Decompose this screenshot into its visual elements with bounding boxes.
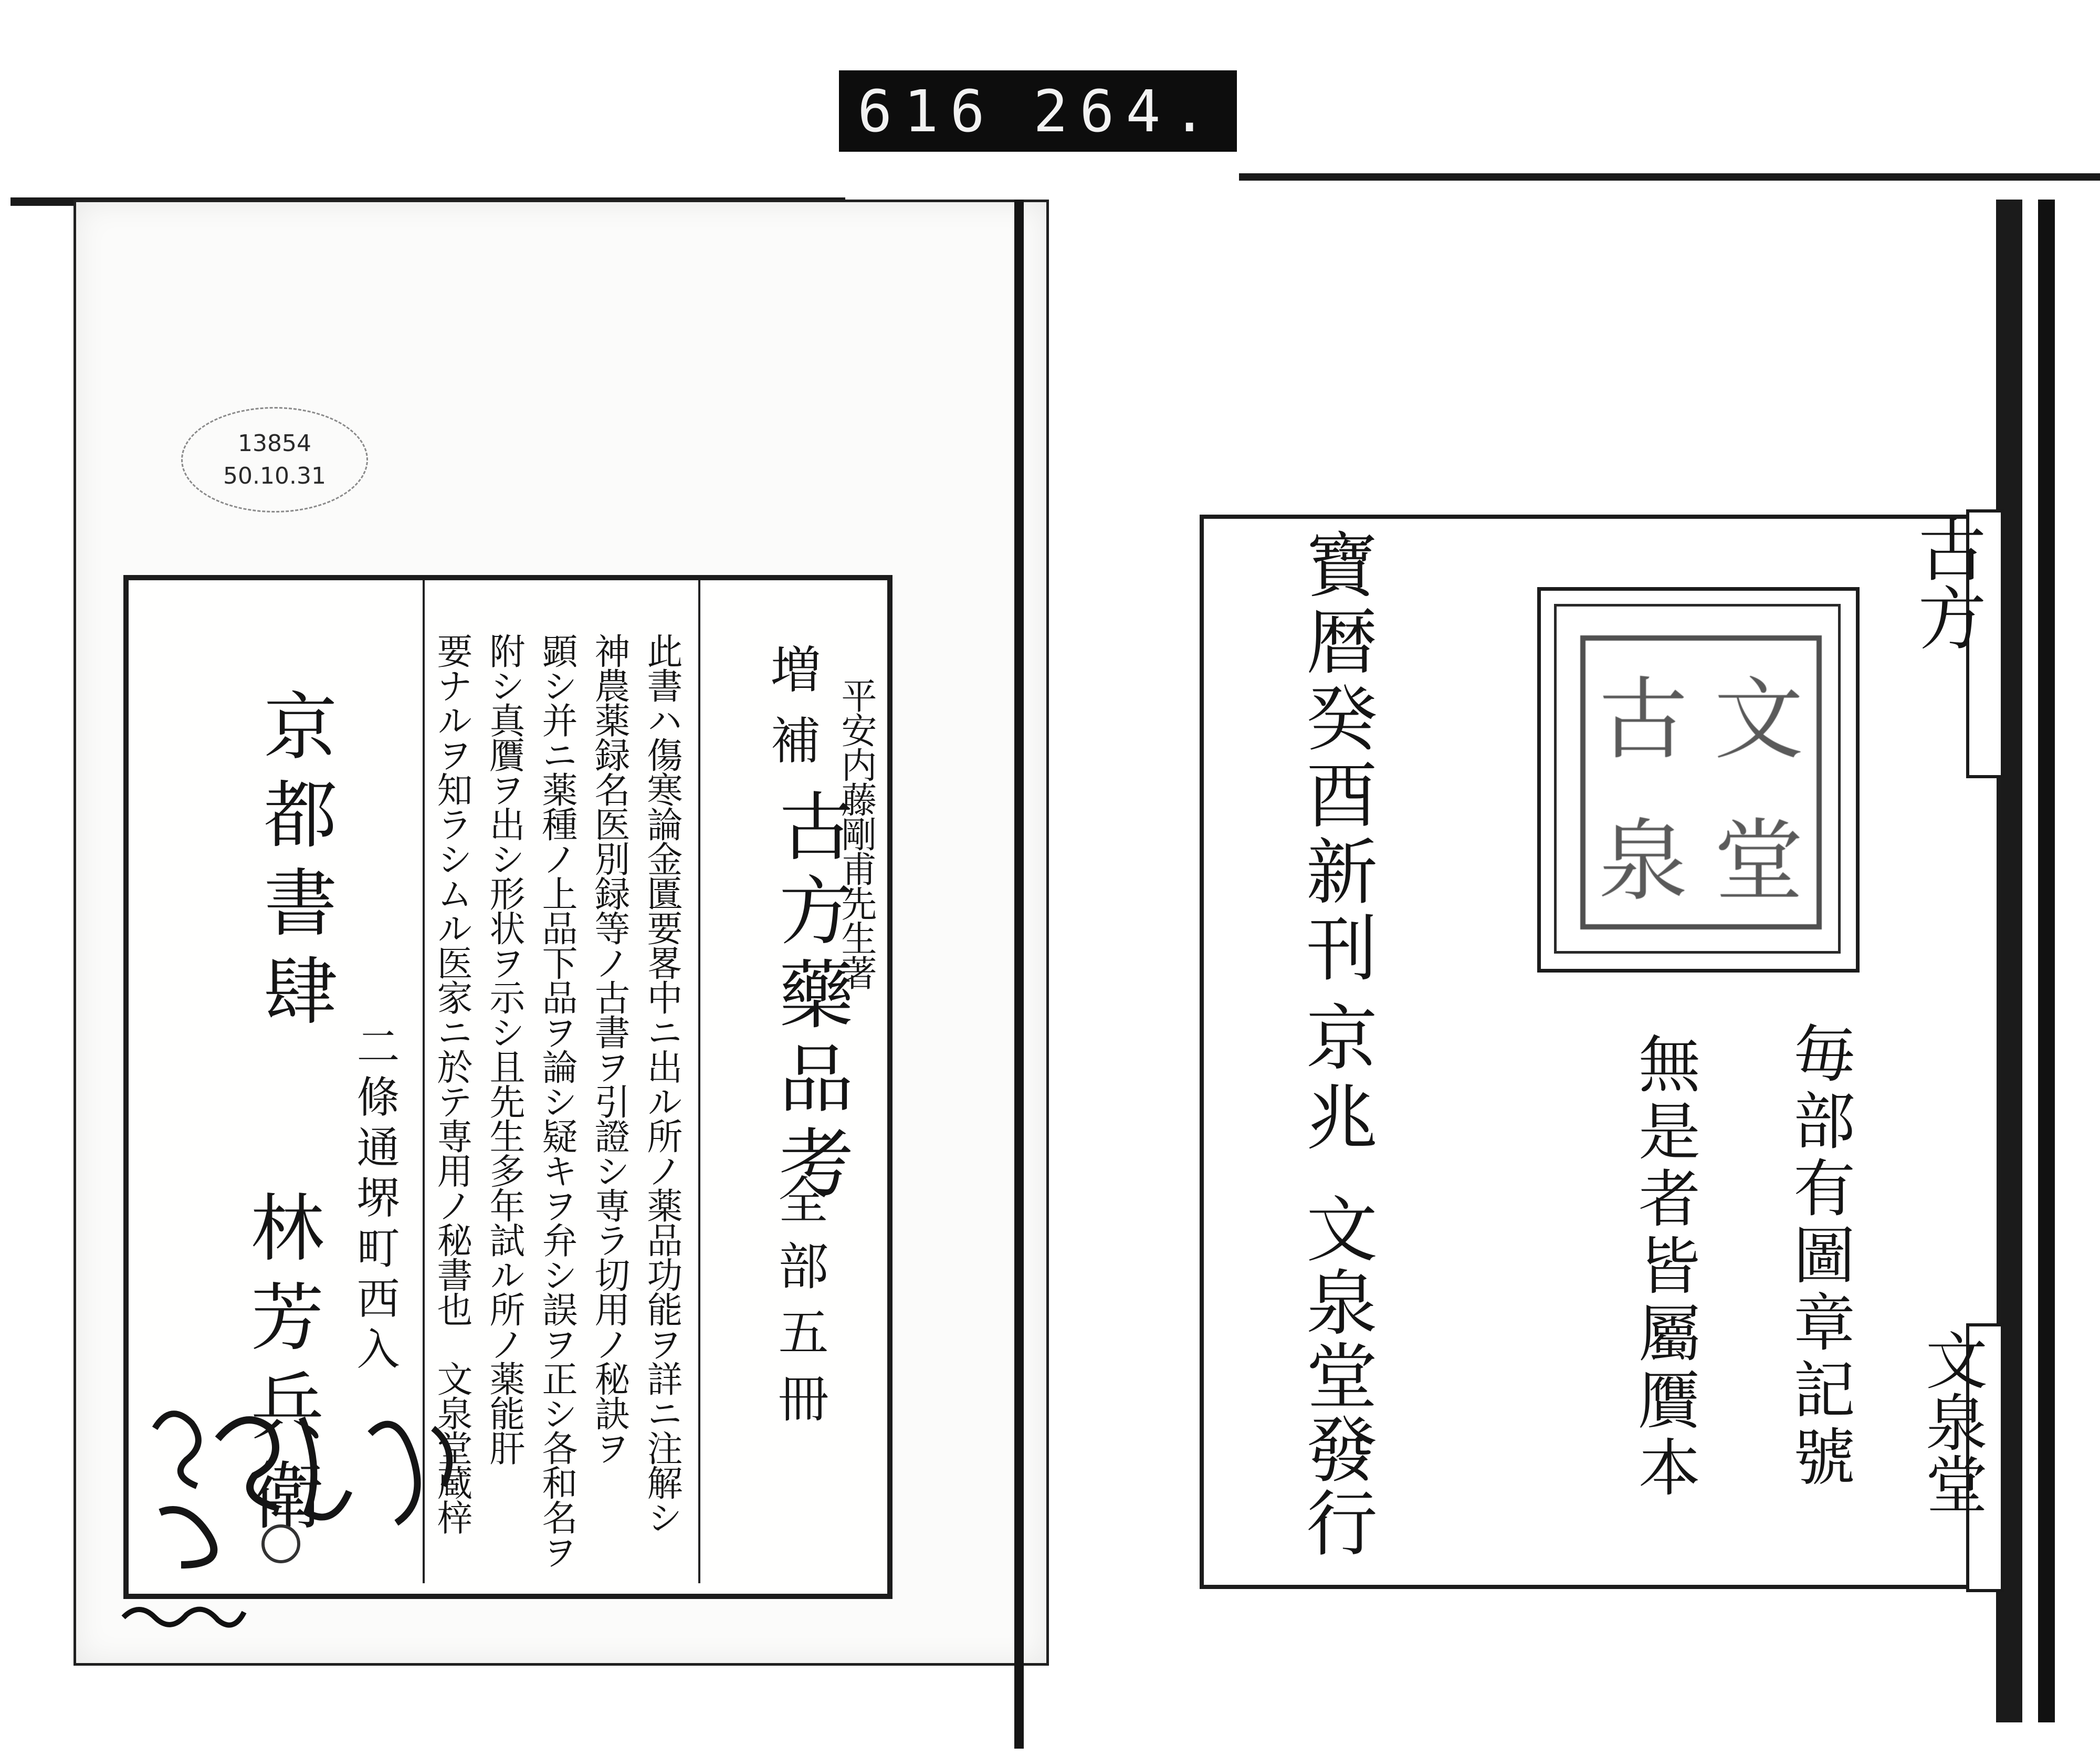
title-prefix-bu: 補	[762, 714, 821, 765]
volume-count: 全部五冊	[770, 1174, 829, 1438]
catalog-number-right: 264.	[1033, 77, 1219, 145]
seal-notice-line-2: 無是者皆屬贋本	[1628, 1032, 1700, 1502]
bookshop-address: 二條通堺町西入	[350, 1024, 400, 1377]
accession-date: 50.10.31	[223, 462, 326, 489]
right-page-edge-outer	[2038, 200, 2055, 1722]
seal-character: 文	[1714, 667, 1803, 772]
publisher-seal	[1580, 635, 1822, 929]
next-page-fragment-bottom	[1970, 1329, 1996, 1514]
handwritten-mark	[118, 1591, 249, 1638]
seal-character: 堂	[1714, 809, 1803, 914]
accession-stamp	[181, 407, 368, 513]
accession-number: 13854	[238, 430, 311, 457]
top-edge-bar-right	[1239, 173, 2100, 181]
bookshop-name: 林芳兵衛	[238, 1189, 324, 1546]
bookshop-city: 京都書肆	[251, 688, 337, 1041]
next-page-fragment-top	[1970, 515, 1996, 651]
description-line: 要ナルヲ知ラシムル医家ニ於テ専用ノ秘書也 文泉堂蔵梓	[431, 633, 472, 1534]
publisher-city: 京兆	[1294, 1000, 1377, 1160]
handwritten-annotation	[150, 1397, 475, 1575]
description-line: 顕シ并ニ薬種ノ上品下品ヲ論シ疑キヲ弁シ誤ヲ正シ各和名ヲ	[536, 633, 578, 1569]
publisher-name: 文泉堂發行	[1294, 1192, 1377, 1560]
catalog-number-left: 616	[857, 77, 996, 145]
book-title: 古方藥品考	[766, 788, 853, 1208]
column-divider	[698, 580, 700, 1583]
seal-character: 古	[1598, 667, 1688, 772]
publication-date: 寶暦癸酉新刊	[1294, 528, 1377, 988]
description-line: 神農薬録名医別録等ノ古書ヲ引證シ専ラ切用ノ秘訣ヲ	[589, 633, 630, 1465]
seal-notice-line-1: 毎部有圖章記號	[1783, 1021, 1855, 1492]
book-gutter	[1014, 200, 1024, 1749]
title-prefix-zeng: 増	[762, 643, 821, 694]
seal-character: 泉	[1598, 809, 1688, 914]
description-line: 附シ真贋ヲ出シ形状ヲ示シ且先生多年試ル所ノ薬能肝	[484, 633, 525, 1465]
description-line: 此書ハ傷寒論金匱要畧中ニ出ル所ノ薬品功能ヲ詳ニ注解シ	[641, 633, 682, 1534]
author-line: 平安内藤剛甫先生著	[835, 677, 877, 989]
catalog-label	[839, 70, 1237, 152]
